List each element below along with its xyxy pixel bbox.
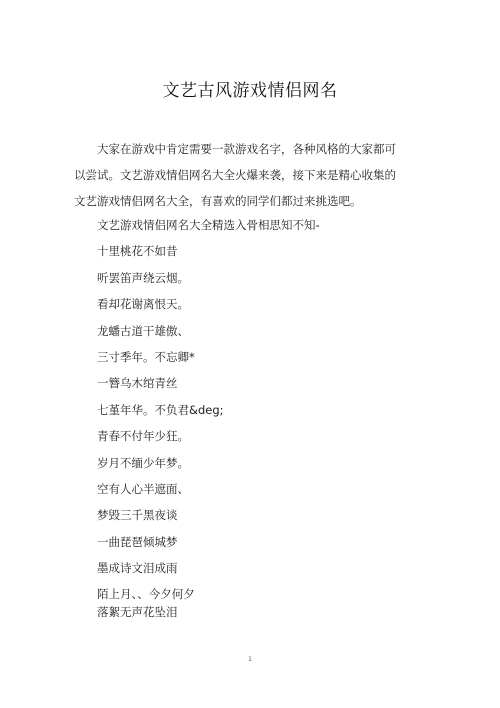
page-number: 1 <box>248 656 252 663</box>
list-item: 青春不付年少狂。 <box>97 429 189 444</box>
list-item: 十里桃花不如昔 <box>97 244 178 259</box>
list-item: 看却花谢离恨天。 <box>97 297 189 312</box>
page-title: 文艺古风游戏情侣网名 <box>162 81 338 101</box>
list-item: 陌上月、、今夕何夕 <box>97 587 195 602</box>
list-item: 龙蟠古道干雄傲、 <box>97 323 189 338</box>
list-item: 落絮无声花坠泪 <box>97 605 178 620</box>
list-item: 空有人心半遮面、 <box>97 481 189 496</box>
list-item: 听罢笛声绕云烟。 <box>97 270 189 285</box>
list-item: 一簪乌木绾青丝 <box>97 376 178 391</box>
list-item: 文艺游戏情侣网名大全精选入骨相思知不知- <box>97 218 320 232</box>
list-item: 一曲琵琶倾城梦 <box>97 534 178 549</box>
list-item: 三寸季年。不忘卿* <box>97 349 195 364</box>
list-item: 七堇年华。不负君&deg; <box>97 402 224 417</box>
name-list <box>97 212 417 621</box>
list-item: 墨成诗文泪成雨 <box>97 561 178 576</box>
list-item: 梦毁三千黑夜谈 <box>97 508 178 523</box>
intro-paragraph: 大家在游戏中肯定需要一款游戏名字，各种风格的大家都可以尝试。文艺游戏情侣网名大全火爆来袭，接下来是精心收集的文艺游戏情侣网名大全，有喜欢的同学们都过来挑选吧。 <box>74 142 396 208</box>
list-item: 岁月不缅少年梦。 <box>97 455 189 470</box>
